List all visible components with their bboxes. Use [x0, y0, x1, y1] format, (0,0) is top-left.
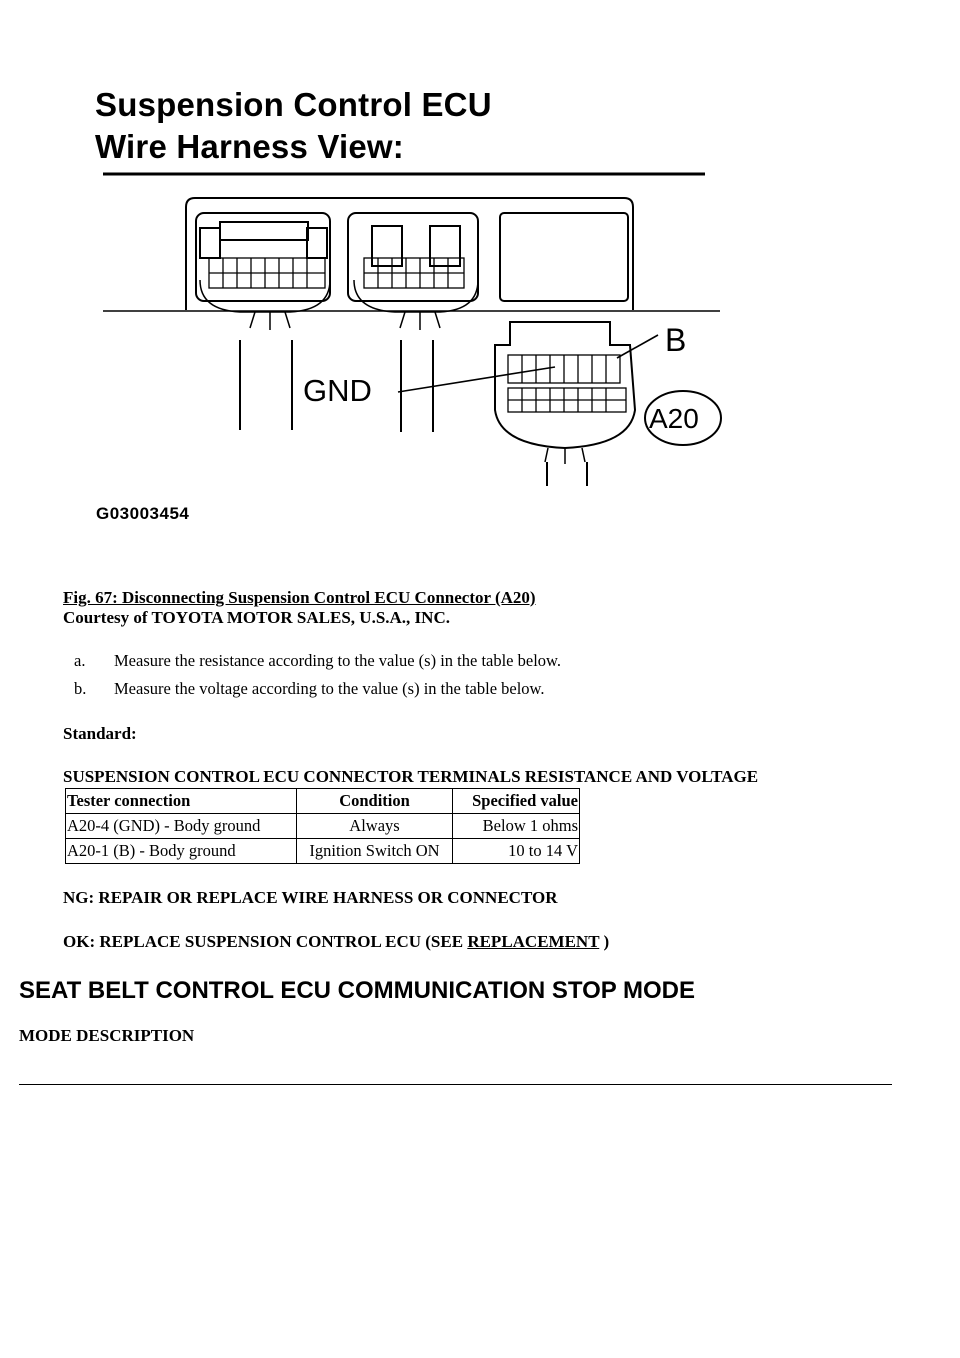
gnd-label: GND [303, 373, 372, 408]
ok-prefix: OK: REPLACE SUSPENSION CONTROL ECU (SEE [63, 932, 468, 951]
step-text: Measure the resistance according to the value (s) in the table below. [114, 651, 562, 670]
table-row [66, 814, 580, 839]
ng-result: NG: REPAIR OR REPLACE WIRE HARNESS OR CONNECTOR [63, 888, 558, 907]
table-title: SUSPENSION CONTROL ECU CONNECTOR TERMINALS RESISTANCE AND VOLTAGE [63, 767, 759, 786]
column-header: Specified value [453, 789, 580, 814]
table-cell: Ignition Switch ON [297, 839, 453, 864]
b-label: B [665, 322, 687, 358]
figure-title-line-2: Wire Harness View: [95, 128, 404, 165]
figure-code: G03003454 [96, 504, 190, 523]
divider [19, 1084, 892, 1085]
section-heading: SEAT BELT CONTROL ECU COMMUNICATION STOP MODE [19, 977, 696, 1004]
step-marker: a. [74, 651, 86, 670]
table-row [66, 839, 580, 864]
list-item [74, 651, 561, 671]
table-cell: Below 1 ohms [453, 814, 580, 839]
figure-caption [63, 588, 536, 628]
replacement-link[interactable]: REPLACEMENT [467, 932, 600, 951]
procedure-steps [74, 651, 561, 707]
caption-title-link[interactable]: Fig. 67: Disconnecting Suspension Control ECU Connector (A20) [63, 588, 536, 607]
connector-diagram [0, 0, 960, 560]
spec-table [65, 788, 580, 864]
step-marker: b. [74, 679, 87, 698]
table-cell: A20-1 (B) - Body ground [66, 839, 297, 864]
step-text: Measure the voltage according to the value (s) in the table below. [114, 679, 545, 698]
standard-label: Standard: [63, 724, 137, 743]
caption-courtesy: Courtesy of TOYOTA MOTOR SALES, U.S.A., INC. [63, 608, 450, 627]
table-cell: 10 to 14 V [453, 839, 580, 864]
column-header: Condition [297, 789, 453, 814]
table-cell: Always [297, 814, 453, 839]
list-item [74, 679, 561, 699]
connector-id-label: A20 [649, 403, 699, 434]
table-header-row [66, 789, 580, 814]
subsection-heading: MODE DESCRIPTION [19, 1026, 195, 1045]
table-cell: A20-4 (GND) - Body ground [66, 814, 297, 839]
ok-suffix: ) [599, 932, 610, 951]
column-header: Tester connection [66, 789, 297, 814]
ok-result [63, 932, 609, 952]
figure-title-line-1: Suspension Control ECU [95, 86, 492, 123]
